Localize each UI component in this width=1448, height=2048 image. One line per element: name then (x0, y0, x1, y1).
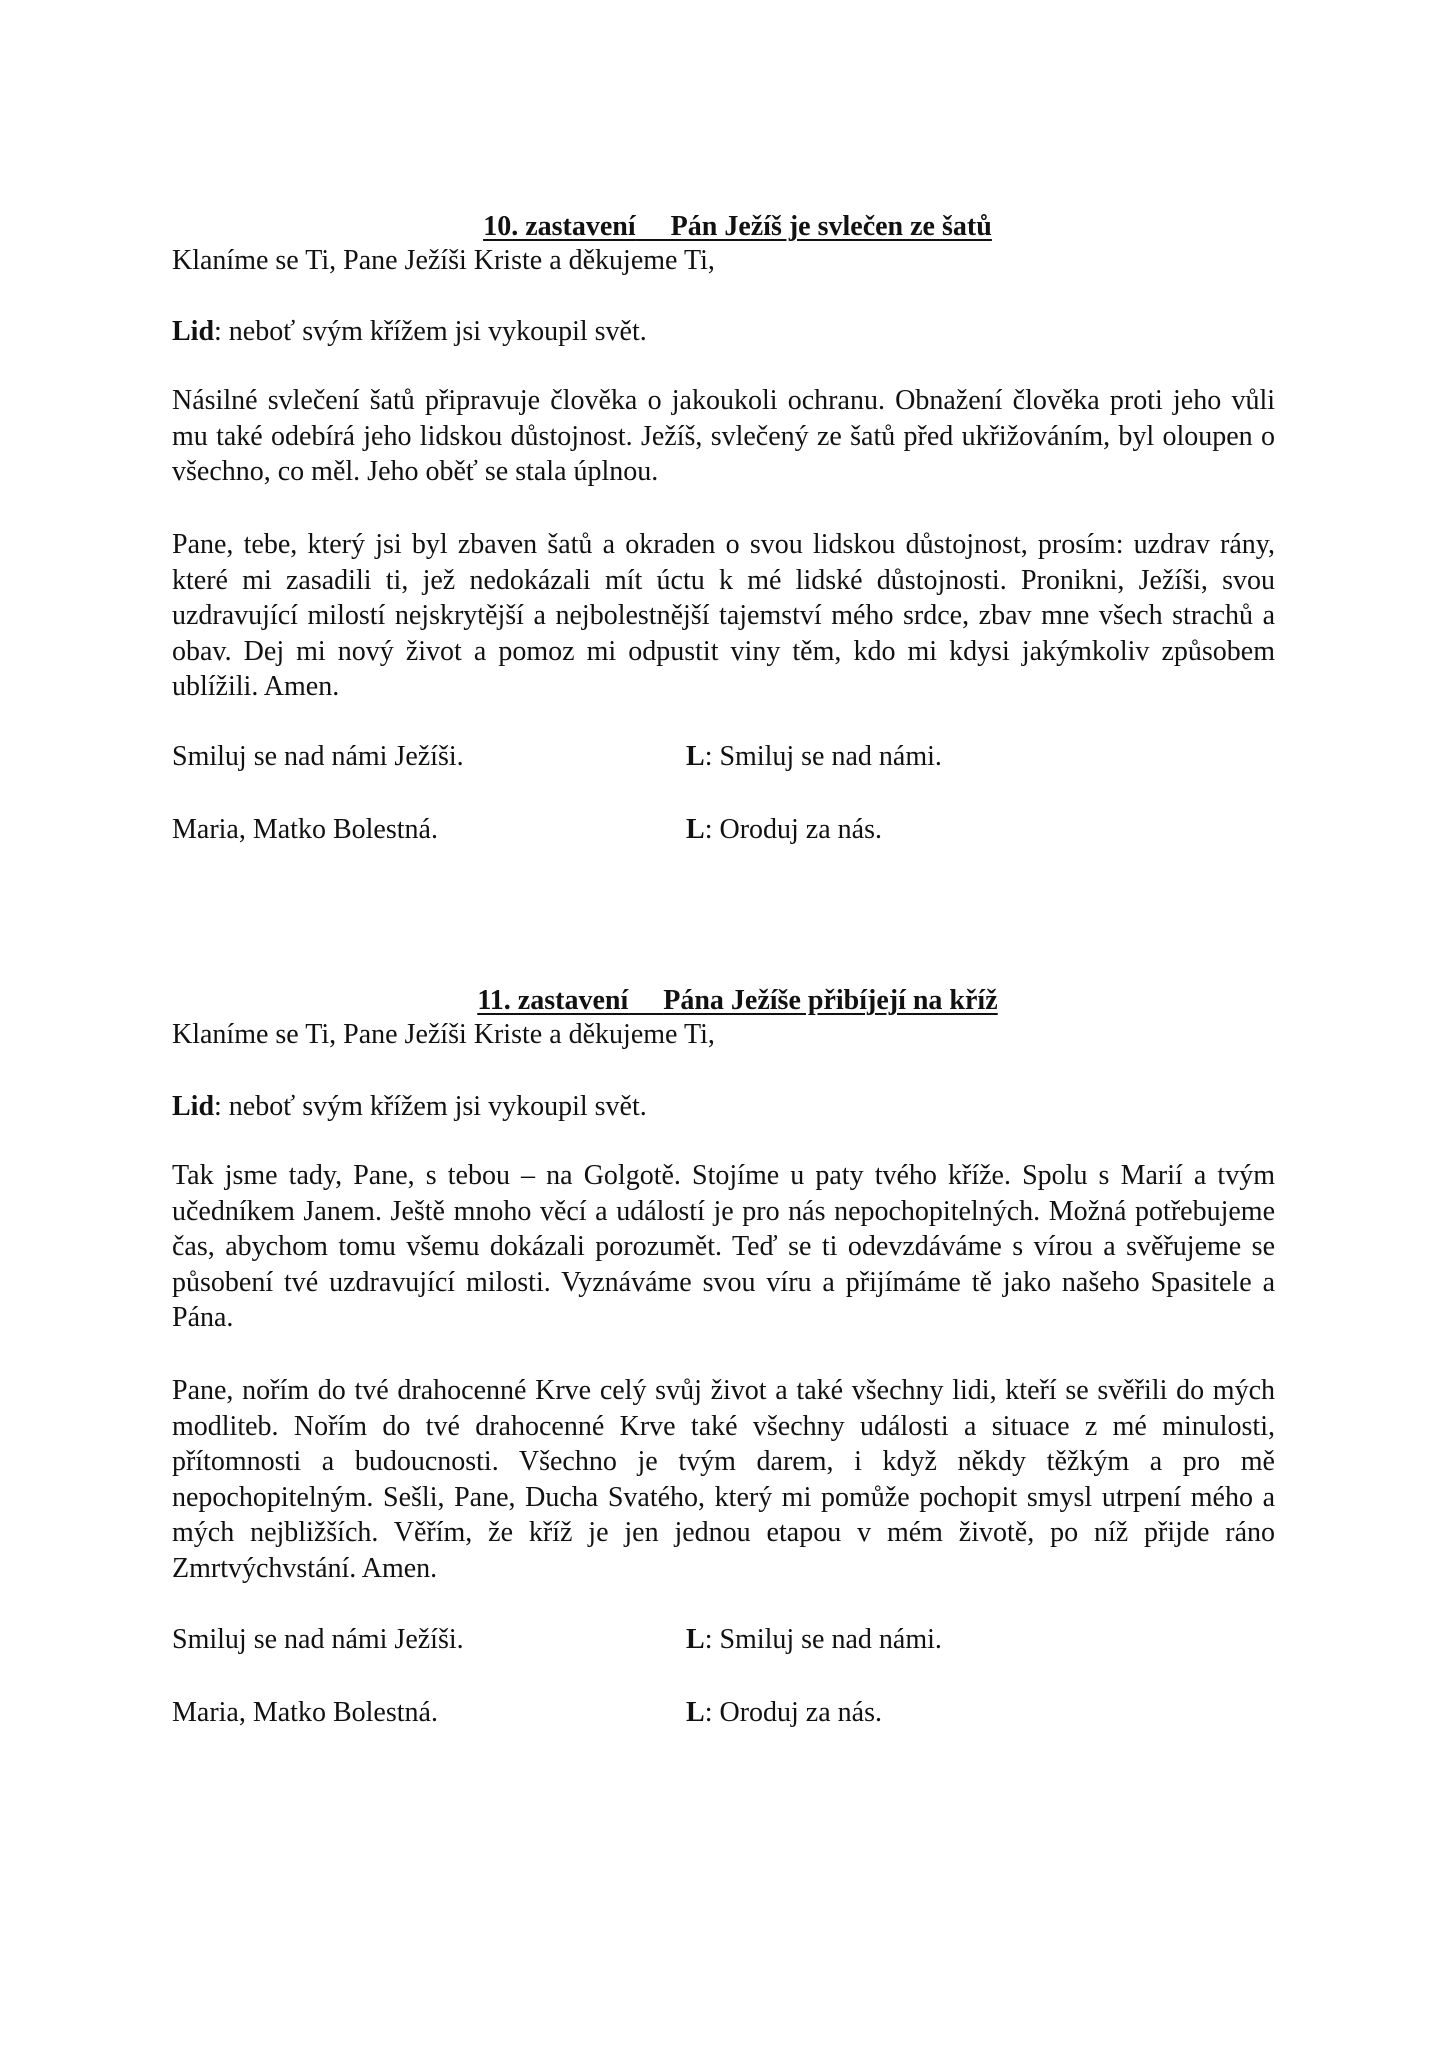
response-label: L (686, 741, 705, 772)
station-number: 11. zastavení (477, 985, 629, 1016)
people-response (172, 315, 647, 349)
meditation-paragraph: Násilné svlečení šatů připravuje člověka o jakoukoli ochranu. Obnažení člověka proti jeho vůli mu také odebírá jeho lidskou důstojnost. Ježíš, svlečený ze šatů před ukřižováním, byl oloupen o všechno, co měl. Jeho oběť se stala úplnou. (172, 385, 1275, 488)
people-response-text: : neboť svým křížem jsi vykoupil svět. (214, 1091, 647, 1122)
response-text: : Oroduj za nás. (704, 814, 882, 845)
people-response-text: : neboť svým křížem jsi vykoupil svět. (214, 316, 647, 347)
litany-response (686, 740, 942, 774)
response-text: : Oroduj za nás. (704, 1697, 882, 1728)
acclamation: Klaníme se Ti, Pane Ježíši Kriste a děkujeme Ti, (172, 1019, 715, 1050)
station-number: 10. zastavení (483, 211, 636, 242)
people-label: Lid (172, 316, 215, 347)
litany-leader: Maria, Matko Bolestná. (172, 814, 438, 845)
response-text: : Smiluj se nad námi. (704, 1624, 942, 1655)
meditation-paragraph: Tak jsme tady, Pane, s tebou – na Golgotě. Stojíme u paty tvého kříže. Spolu s Marií a tvým učedníkem Janem. Ještě mnoho věcí a událostí je pro nás nepochopitelných. Možná potřebujeme čas, abychom tomu všemu dokázali porozumět. Teď se ti odevzdáváme s vírou a svěřujeme se působení tvé uzdravující milosti. Vyznáváme svou víru a přijímáme tě jako našeho Spasitele a Pána. (172, 1160, 1275, 1334)
response-label: L (686, 1624, 705, 1655)
station-title: Pána Ježíše přibíjejí na kříž (663, 985, 998, 1016)
response-label: L (686, 1697, 705, 1728)
prayer-paragraph: Pane, nořím do tvé drahocenné Krve celý svůj život a také všechny lidi, kteří se svěřili do mých modliteb. Nořím do tvé drahocenné Krve také všechny události a situace z mé minulosti, přítomnosti a budoucnosti. Všechno je tvým darem, i když někdy těžkým a pro mě nepochopitelným. Sešli, Pane, Ducha Svatého, který mi pomůže pochopit smysl utrpení mého a mých nejbližších. Věřím, že kříž je jen jednou etapou v mém životě, po níž přijde ráno Zmrtvýchvstání. Amen. (172, 1375, 1275, 1584)
prayer-paragraph: Pane, tebe, který jsi byl zbaven šatů a okraden o svou lidskou důstojnost, prosím: uzdrav rány, které mi zasadili ti, jež nedokázali mít úctu k mé lidské důstojnosti. Pronikni, Ježíši, svou uzdravující milostí nejskrytější a nejbolestnější tajemství mého srdce, zbav mne všech strachů a obav. Dej mi nový život a pomoz mi odpustit viny těm, kdo mi kdysi jakýmkoliv způsobem ublížili. Amen. (172, 529, 1275, 703)
litany-leader: Smiluj se nad námi Ježíši. (172, 1624, 464, 1655)
response-label: L (686, 814, 705, 845)
acclamation: Klaníme se Ti, Pane Ježíši Kriste a děkujeme Ti, (172, 245, 715, 276)
litany-response (686, 1696, 882, 1730)
people-response (172, 1090, 647, 1124)
station-title: Pán Ježíš je svlečen ze šatů (670, 211, 992, 242)
people-label: Lid (172, 1091, 215, 1122)
litany-response (686, 813, 882, 847)
litany-leader: Maria, Matko Bolestná. (172, 1697, 438, 1728)
litany-response (686, 1623, 942, 1657)
response-text: : Smiluj se nad námi. (704, 741, 942, 772)
litany-leader: Smiluj se nad námi Ježíši. (172, 741, 464, 772)
